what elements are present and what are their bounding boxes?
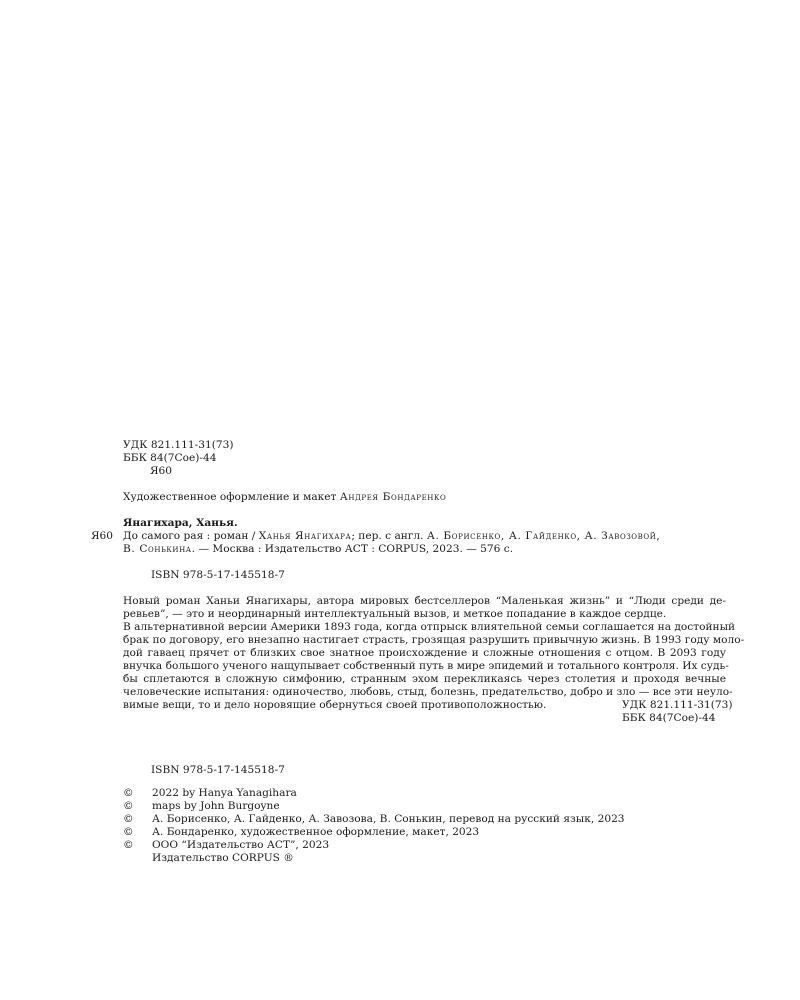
- translators: А. Борисенко, А. Гайденко, А. Завозовой,: [426, 530, 661, 542]
- author-name: Ханья Янагихара: [258, 530, 352, 542]
- title-part: До самого рая : роман /: [123, 530, 259, 542]
- author-mark: Я60: [150, 465, 173, 477]
- annotation-line: В альтернативной версии Америки 1893 года, когда отпрыск влиятельной семьи соглашается на достойный: [123, 621, 736, 633]
- annotation-line: вимые вещи, то и дело норовящие обернуться своей противоположностью.: [123, 699, 547, 711]
- design-credit-text: Художественное оформление и макет: [123, 491, 340, 503]
- bibliographic-record: [123, 517, 723, 556]
- udk-code-bottom: УДК 821.111-31(73): [622, 699, 733, 711]
- copyright-line: © maps by John Burgoyne: [123, 800, 280, 812]
- copyright-line: © ООО “Издательство АСТ”, 2023: [123, 839, 330, 851]
- top-indexes: [123, 439, 233, 478]
- publisher-line: Издательство CORPUS ®: [152, 852, 294, 864]
- annotation-line: человеческие испытания: одиночество, любовь, стыд, болезнь, предательство, добро и зло — все эти неуло-: [123, 686, 733, 698]
- annotation: [123, 595, 745, 712]
- translation-note: ; пер. с англ.: [351, 530, 427, 542]
- copyright-symbol: ©: [123, 826, 134, 838]
- isbn-top: ISBN 978-5-17-145518-7: [151, 569, 285, 581]
- copyright-block: [123, 787, 625, 865]
- author-heading: Янагихара, Ханья.: [123, 517, 238, 529]
- annotation-line: брак по договору, его внезапно настигает страсть, грозящая разрушить привычную жизнь. В 1993 году моло-: [123, 634, 745, 646]
- copyright-line: © А. Борисенко, А. Гайденко, А. Завозова, В. Сонькин, перевод на русский язык, 2023: [123, 813, 625, 825]
- annotation-line: внучка большого ученого нащупывает собственный путь в мире эпидемий и тотального контроля. Их судь-: [123, 660, 729, 672]
- publication-info: . — Москва : Издательство АСТ : CORPUS, 2023. — 576 с.: [191, 543, 514, 555]
- annotation-line: ревьев”, — это и неординарный интеллектуальный вызов, и меткое попадание в каждое сердце.: [123, 608, 667, 620]
- copyright-line: © 2022 by Hanya Yanagihara: [123, 787, 297, 799]
- bbk-code-bottom: ББК 84(7Сое)-44: [622, 712, 716, 724]
- copyright-symbol: ©: [123, 839, 134, 851]
- annotation-line: дой гаваец прячет от близких свое знатное происхождение и сложные отношения с отцом. В 2093 году: [123, 647, 726, 659]
- annotation-line: бы сплетаются в сложную симфонию, странным эхом перекликаясь через столетия и проходя вечные: [123, 673, 726, 685]
- bbk-code: ББК 84(7Сое)-44: [123, 452, 217, 464]
- translator-last: В. Сонькина: [123, 543, 192, 555]
- copyright-symbol: ©: [123, 787, 134, 799]
- annotation-line: Новый роман Ханьи Янагихары, автора мировых бестселлеров “Маленькая жизнь” и “Люди среди де-: [123, 595, 726, 607]
- design-credit: [123, 491, 446, 504]
- bottom-indexes: [622, 699, 732, 725]
- udk-code: УДК 821.111-31(73): [123, 439, 234, 451]
- designer-name: Андрея Бондаренко: [339, 491, 447, 503]
- copyright-symbol: ©: [123, 800, 134, 812]
- isbn-bottom: ISBN 978-5-17-145518-7: [151, 764, 285, 776]
- margin-author-mark: Я60: [91, 530, 114, 542]
- copyright-symbol: ©: [123, 813, 134, 825]
- copyright-line: © А. Бондаренко, художественное оформление, макет, 2023: [123, 826, 480, 838]
